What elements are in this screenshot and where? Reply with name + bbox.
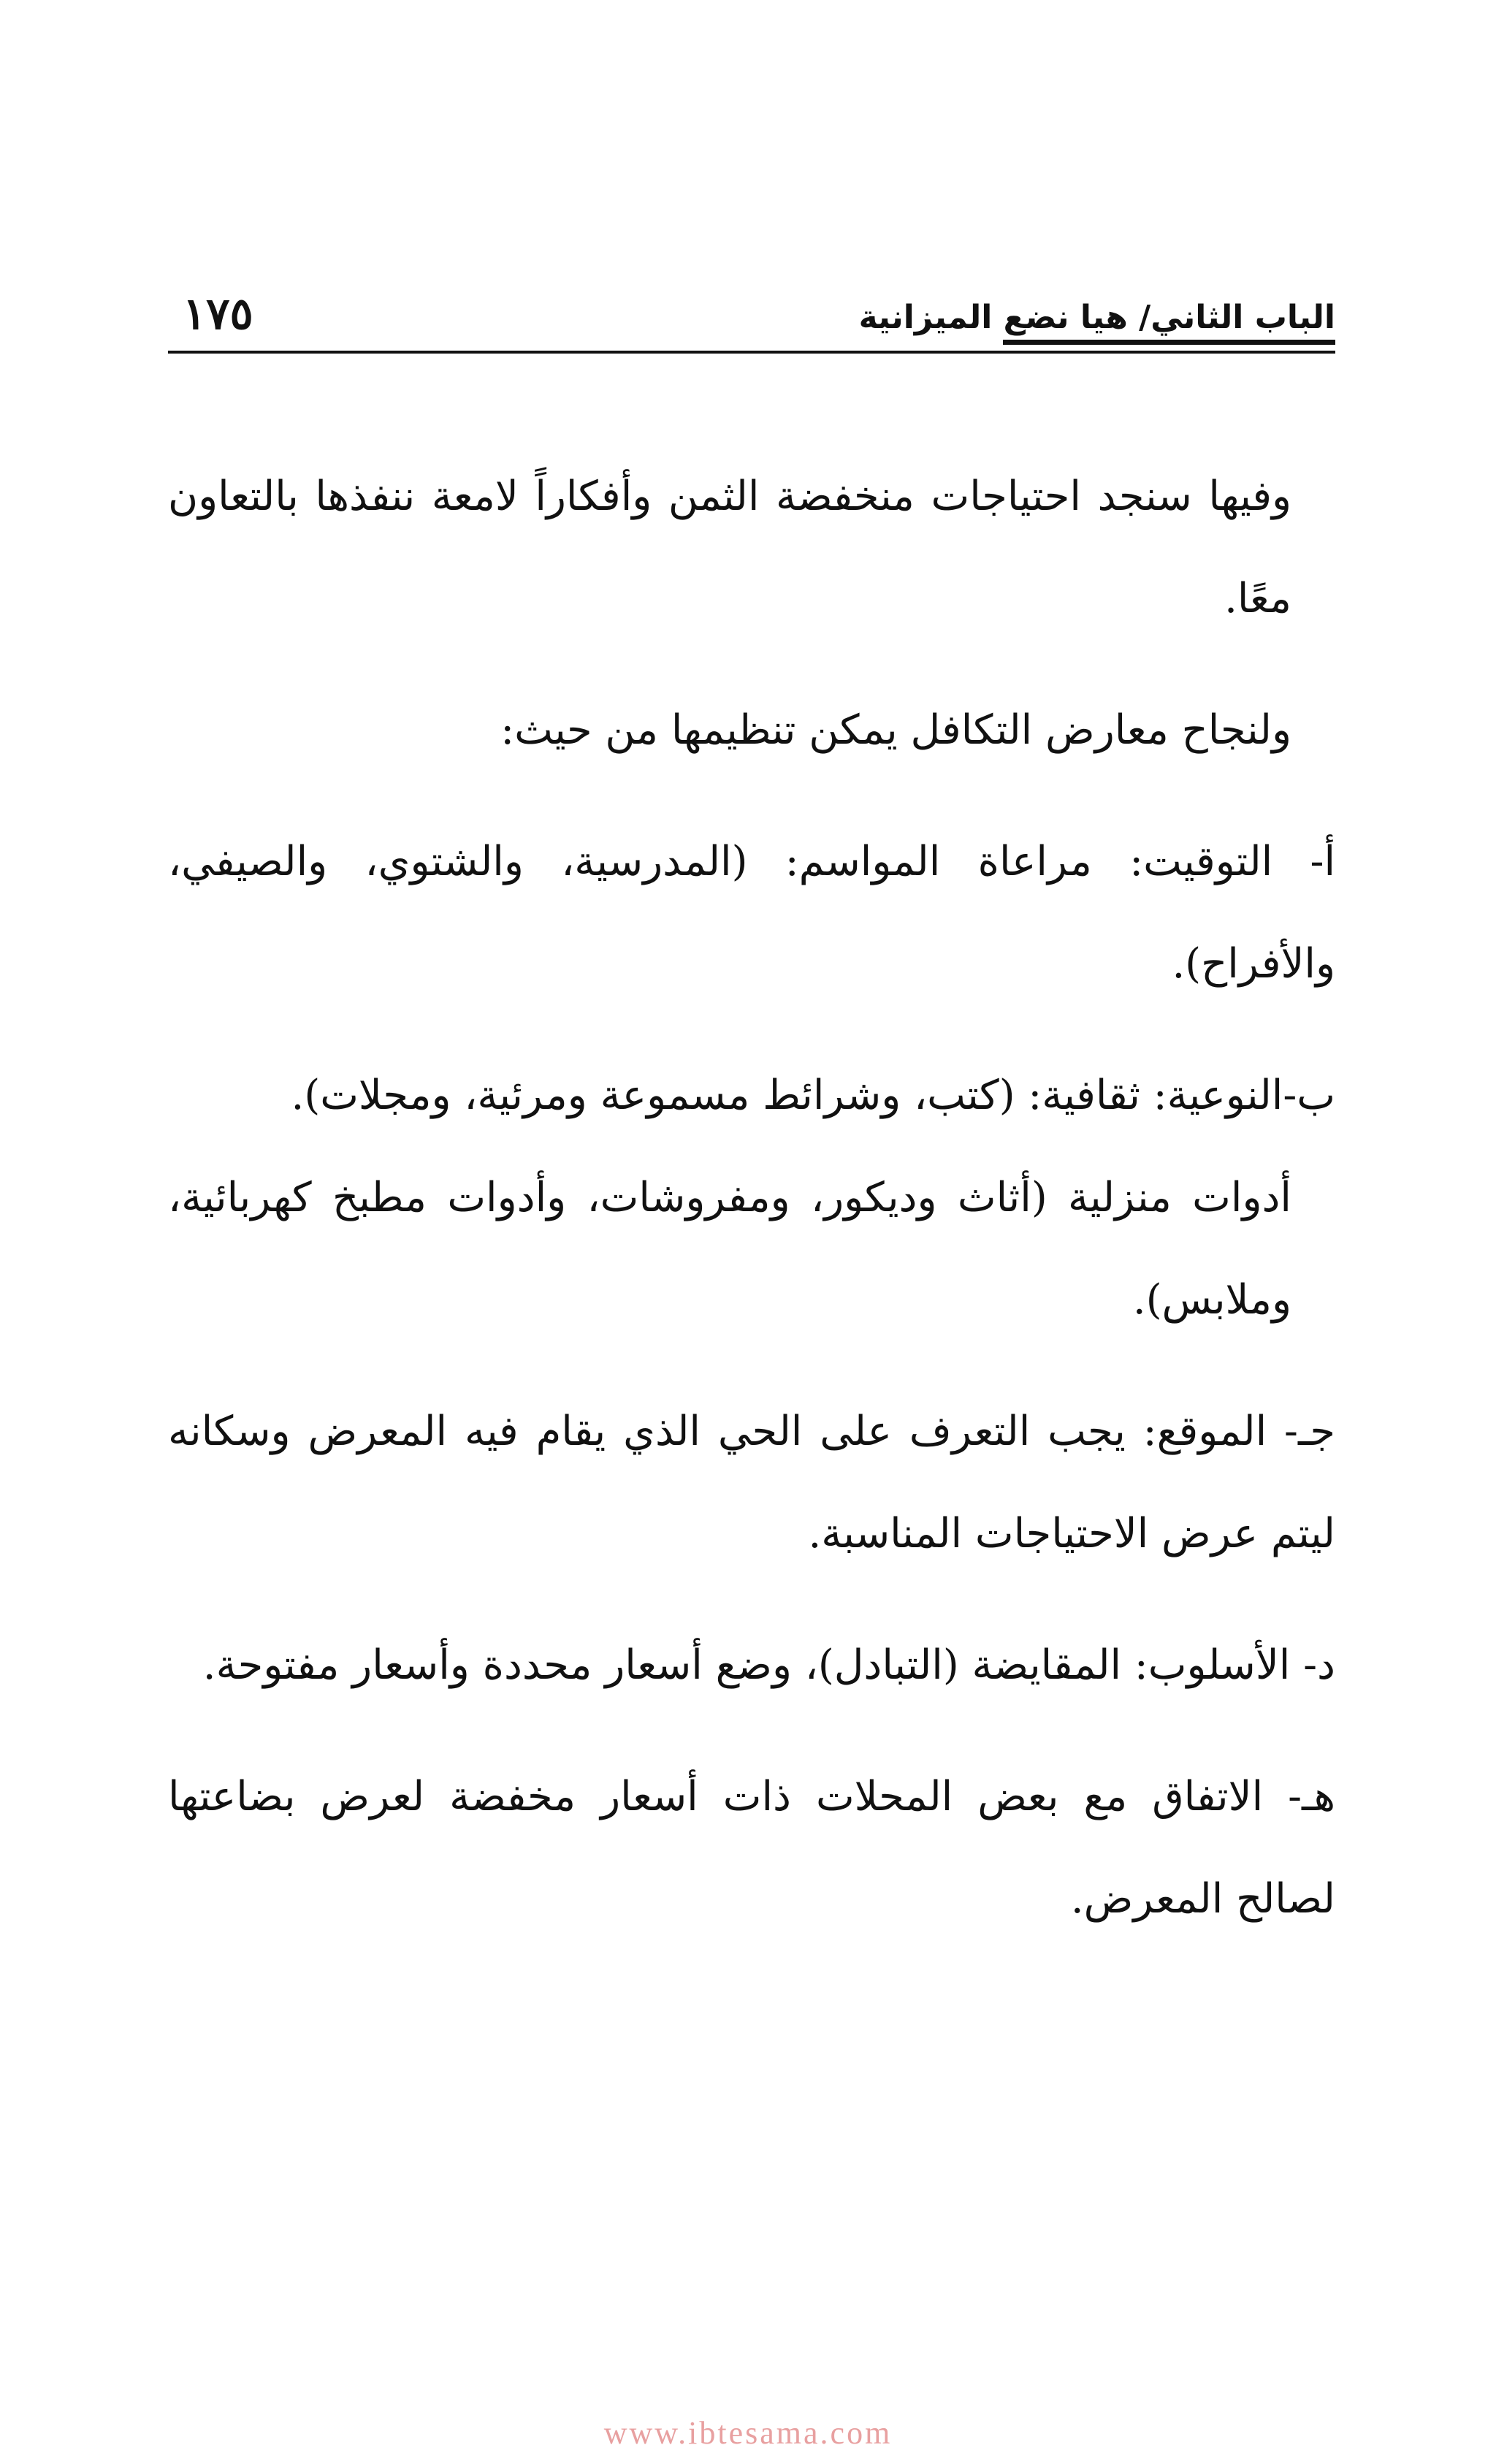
list-item-location: جـ- الموقع: يجب التعرف على الحي الذي يقام فيه المعرض وسكانه ليتم عرض الاحتياجات المناسبة.	[168, 1408, 1335, 1557]
chapter-title-underline	[1003, 340, 1335, 345]
page-header	[168, 289, 1335, 354]
lead-paragraph: ولنجاح معارض التكافل يمكن تنظيمها من حيث:	[500, 706, 1291, 754]
page-number: ١٧٥	[183, 289, 253, 340]
header-rule	[168, 351, 1335, 354]
list-item-timing: أ- التوقيت: مراعاة المواسم: (المدرسية، والشتوي، والصيفي، والأفراح).	[168, 838, 1336, 988]
list-item-method: د- الأسلوب: المقايضة (التبادل)، وضع أسعار محددة وأسعار مفتوحة.	[202, 1641, 1335, 1689]
intro-paragraph: وفيها سنجد احتياجات منخفضة الثمن وأفكاراً لامعة ننفذها بالتعاون معًا.	[168, 473, 1291, 622]
list-item-type-sub: أدوات منزلية (أثاث وديكور، ومفروشات، وأدوات مطبخ كهربائية، وملابس).	[168, 1174, 1291, 1324]
list-item-agreement: هـ- الاتفاق مع بعض المحلات ذات أسعار مخفضة لعرض بضاعتها لصالح المعرض.	[168, 1773, 1335, 1923]
chapter-title: الباب الثاني/ هيا نضع الميزانية	[858, 299, 1335, 336]
watermark: www.ibtesama.com	[603, 2415, 893, 2451]
page-body	[168, 446, 1335, 1980]
list-item-type	[168, 1045, 1335, 1351]
list-item-type-label: ب-النوعية: ثقافية: (كتب، وشرائط مسموعة ومرئية، ومجلات).	[291, 1072, 1335, 1119]
